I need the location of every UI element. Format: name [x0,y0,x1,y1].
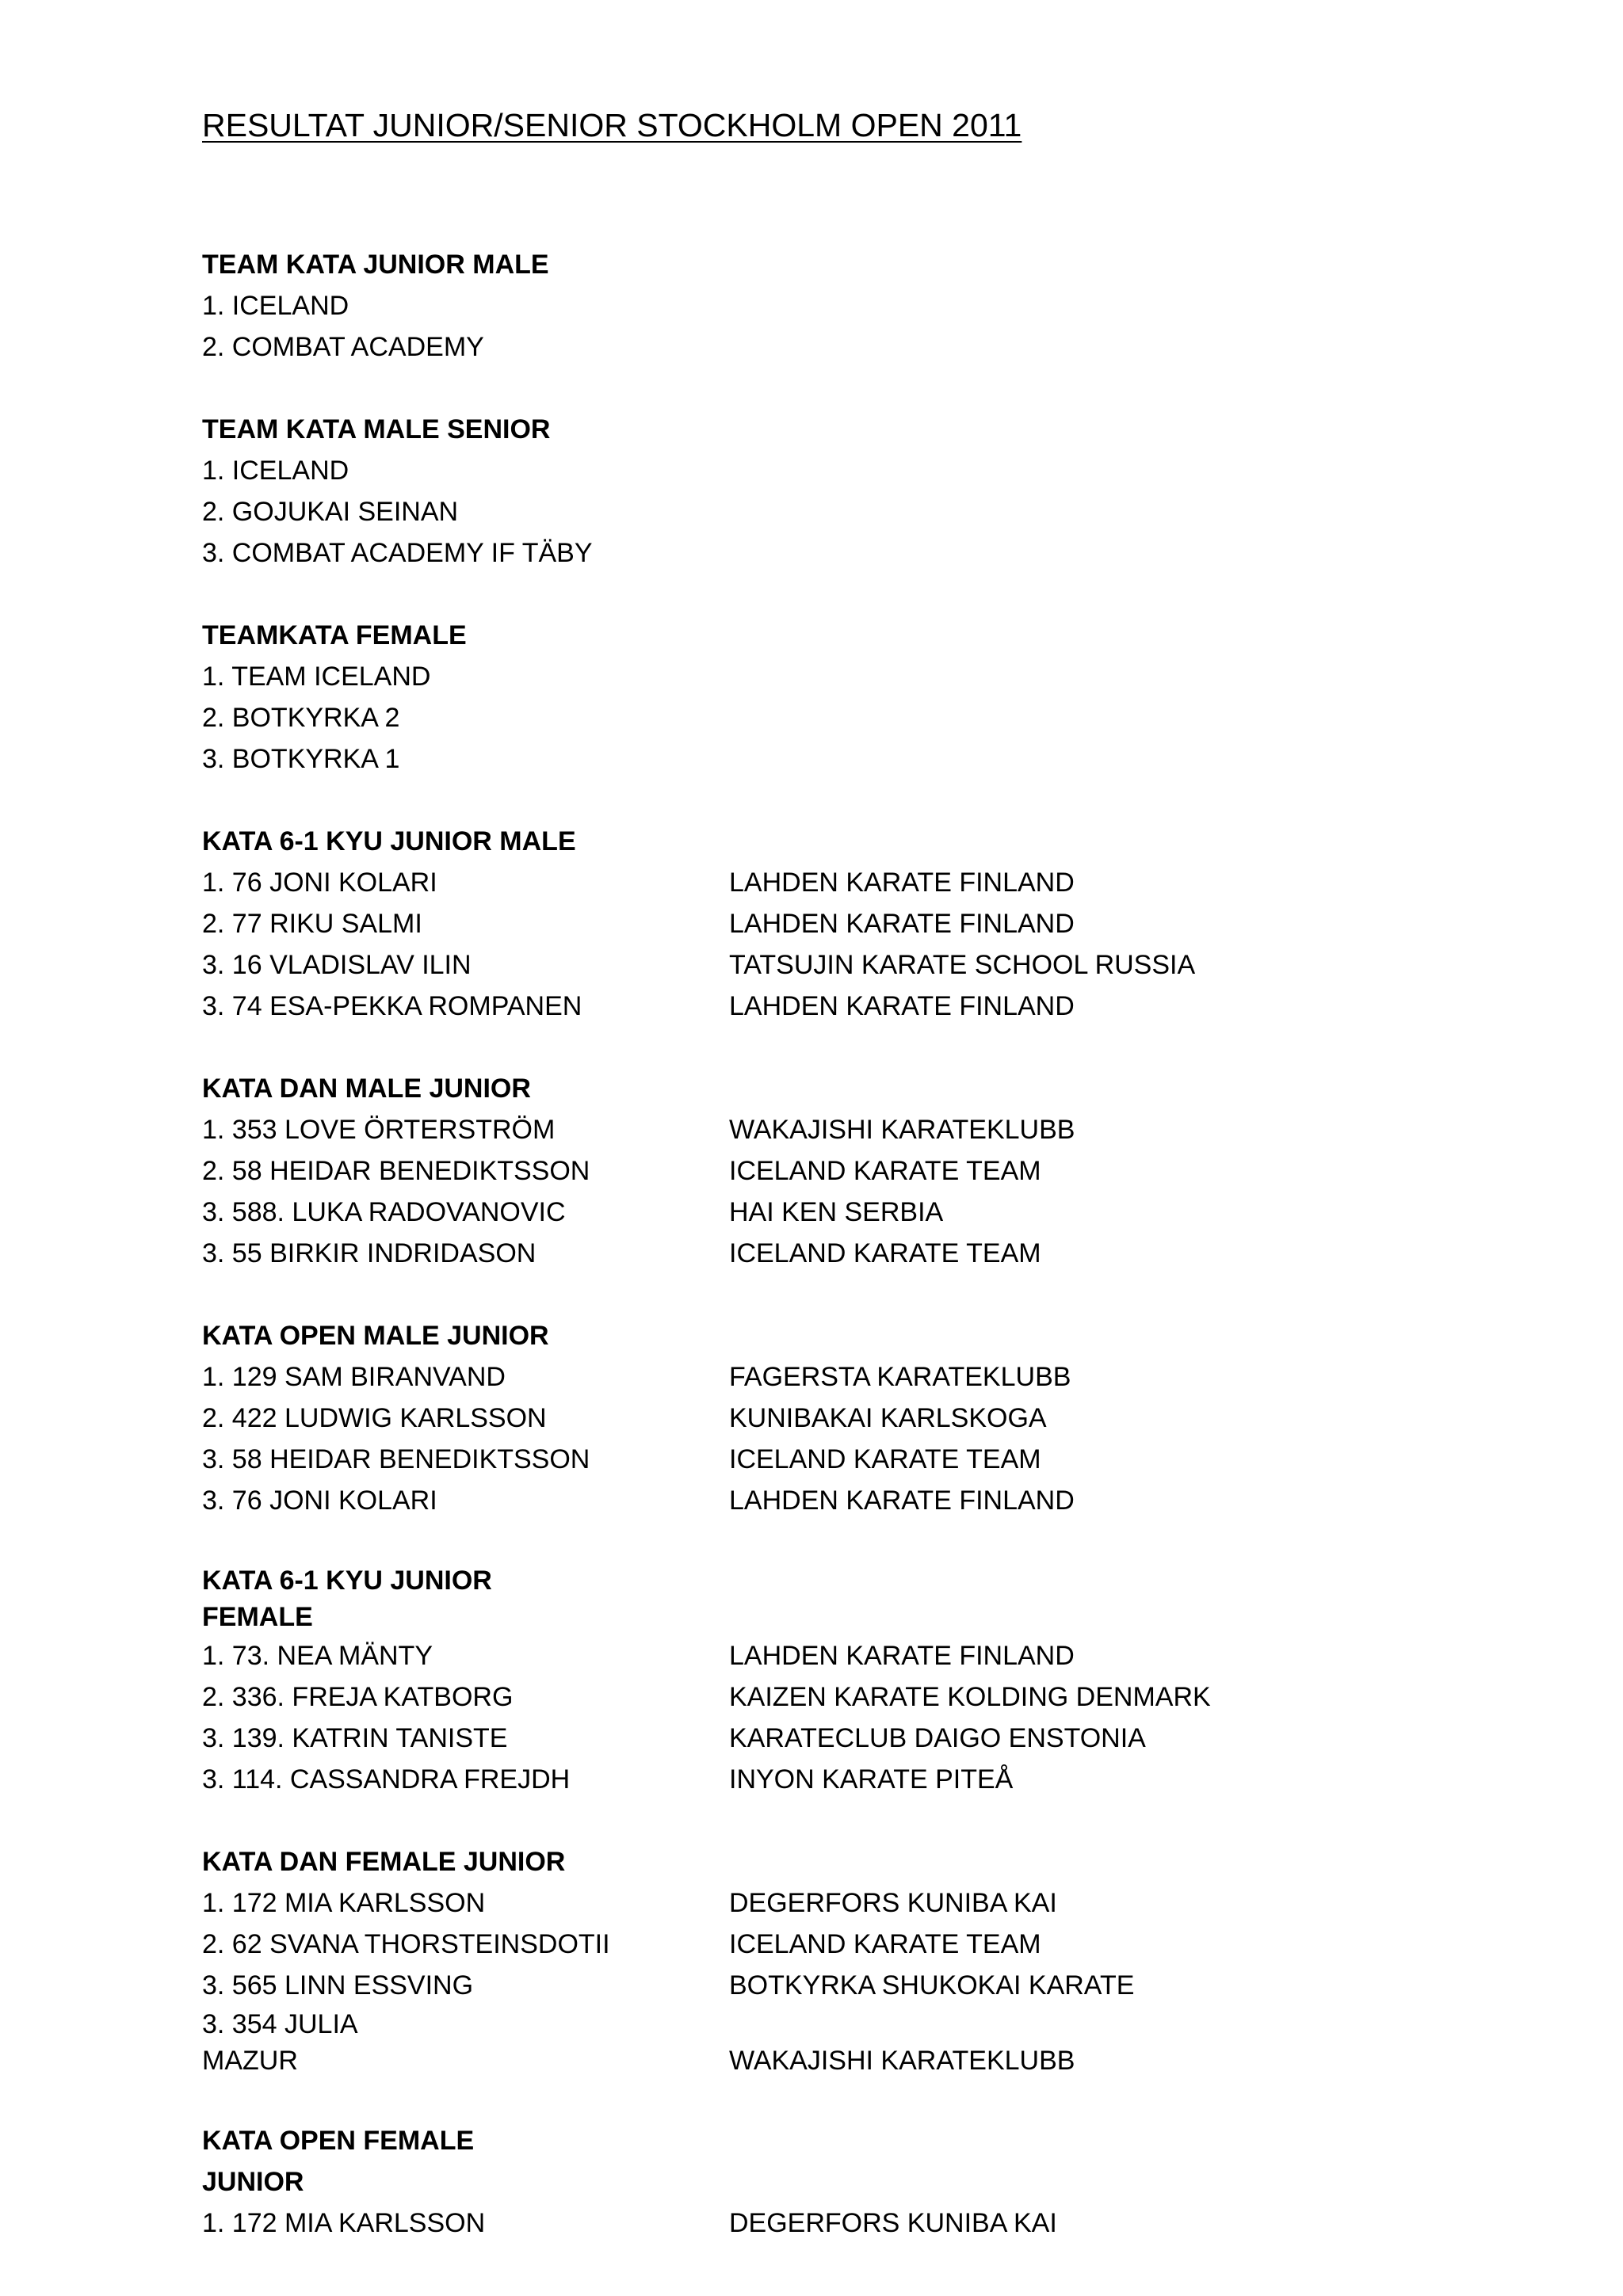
result-place: 3. 76 JONI KOLARI [202,1486,437,1516]
result-row [202,1759,1549,1800]
result-place: 2. 77 RIKU SALMI [202,909,422,939]
section-heading: KATA DAN MALE JUNIOR [202,1074,531,1104]
result-row [202,2006,1549,2079]
result-row [202,1635,1549,1676]
section-heading: TEAM KATA JUNIOR MALE [202,250,549,280]
result-place: 2. 58 HEIDAR BENEDIKTSSON [202,1156,590,1186]
section-team-kata-male-senior [202,409,1549,574]
section-kata-open-female-junior [202,2120,1549,2244]
result-row [202,1439,1549,1480]
result-place: 1. 172 MIA KARLSSON [202,2208,486,2238]
section-kata-dan-female-junior [202,1841,1549,2079]
section-heading: KATA OPEN MALE JUNIOR [202,1321,549,1351]
result-club: HAI KEN SERBIA [729,1197,944,1227]
result-row [202,738,1549,780]
result-row [202,1882,1549,1924]
result-row [202,2203,1549,2244]
result-row [202,1150,1549,1192]
result-row [202,1192,1549,1233]
result-club: KUNIBAKAI KARLSKOGA [729,1403,1047,1433]
result-place: 2. COMBAT ACADEMY [202,332,484,362]
result-club: ICELAND KARATE TEAM [729,1238,1041,1268]
result-place: 3. 565 LINN ESSVING [202,1970,474,2000]
result-place: 1. 172 MIA KARLSSON [202,1888,486,1918]
result-club: INYON KARATE PITEÅ [729,1764,1014,1794]
section-team-kata-junior-male [202,244,1549,368]
result-row [202,1233,1549,1274]
result-place: 1. 73. NEA MÄNTY [202,1641,433,1671]
section-teamkata-female [202,615,1549,780]
document-title: RESULTAT JUNIOR/SENIOR STOCKHOLM OPEN 2011 [202,107,1022,143]
result-row [202,944,1549,986]
result-place: 1. ICELAND [202,456,349,486]
result-place: 1. 76 JONI KOLARI [202,868,437,898]
result-club: DEGERFORS KUNIBA KAI [729,1888,1057,1918]
result-place: 2. 336. FREJA KATBORG [202,1682,514,1712]
section-heading: KATA OPEN FEMALE JUNIOR [202,2126,475,2197]
result-place: 3. BOTKYRKA 1 [202,744,400,774]
section-kata-6-1-kyu-junior-female [202,1562,1549,1800]
result-club: TATSUJIN KARATE SCHOOL RUSSIA [729,950,1196,980]
result-row [202,986,1549,1027]
result-place: 2. 422 LUDWIG KARLSSON [202,1403,547,1433]
result-place: 3. 74 ESA-PEKKA ROMPANEN [202,991,582,1021]
result-place: 3. 114. CASSANDRA FREJDH [202,1764,571,1794]
section-heading: KATA DAN FEMALE JUNIOR [202,1847,566,1877]
result-place: 3. 354 JULIA MAZUR [202,2009,357,2076]
result-club: DEGERFORS KUNIBA KAI [729,2208,1057,2238]
result-place: 2. 62 SVANA THORSTEINSDOTII [202,1929,610,1959]
result-place: 1. ICELAND [202,291,349,321]
result-club: KARATECLUB DAIGO ENSTONIA [729,1723,1146,1753]
result-club: WAKAJISHI KARATEKLUBB [729,1115,1075,1145]
result-row [202,491,1549,532]
result-club: LAHDEN KARATE FINLAND [729,1486,1075,1516]
section-kata-6-1-kyu-junior-male [202,821,1549,1027]
result-row [202,532,1549,574]
result-row [202,656,1549,697]
result-place: 3. 55 BIRKIR INDRIDASON [202,1238,537,1268]
result-place: 1. TEAM ICELAND [202,662,431,692]
result-club: LAHDEN KARATE FINLAND [729,909,1075,939]
result-row [202,903,1549,944]
result-place: 3. COMBAT ACADEMY IF TÄBY [202,538,593,568]
result-row [202,697,1549,738]
section-heading: KATA 6-1 KYU JUNIOR FEMALE [202,1566,492,1632]
result-row [202,1356,1549,1398]
result-row [202,1965,1549,2006]
result-club: BOTKYRKA SHUKOKAI KARATE [729,1970,1135,2000]
result-row [202,450,1549,491]
result-club: LAHDEN KARATE FINLAND [729,1641,1075,1671]
section-kata-dan-male-junior [202,1068,1549,1274]
result-club: FAGERSTA KARATEKLUBB [729,1362,1071,1392]
result-club: LAHDEN KARATE FINLAND [729,991,1075,1021]
section-kata-open-male-junior [202,1315,1549,1521]
result-row [202,285,1549,326]
result-place: 3. 139. KATRIN TANISTE [202,1723,508,1753]
result-club: WAKAJISHI KARATEKLUBB [729,2046,1075,2076]
result-place: 3. 16 VLADISLAV ILIN [202,950,472,980]
result-place: 3. 588. LUKA RADOVANOVIC [202,1197,566,1227]
section-heading: TEAM KATA MALE SENIOR [202,414,551,444]
result-row [202,1676,1549,1718]
result-place: 3. 58 HEIDAR BENEDIKTSSON [202,1444,590,1474]
result-club: ICELAND KARATE TEAM [729,1156,1041,1186]
result-club: ICELAND KARATE TEAM [729,1444,1041,1474]
result-club: ICELAND KARATE TEAM [729,1929,1041,1959]
result-club: KAIZEN KARATE KOLDING DENMARK [729,1682,1211,1712]
result-place: 1. 129 SAM BIRANVAND [202,1362,506,1392]
result-row [202,1718,1549,1759]
results-sections [202,244,1549,2285]
result-place: 2. BOTKYRKA 2 [202,703,400,733]
result-row [202,862,1549,903]
result-row [202,1109,1549,1150]
section-heading: TEAMKATA FEMALE [202,620,467,650]
section-heading: KATA 6-1 KYU JUNIOR MALE [202,826,576,856]
result-club: LAHDEN KARATE FINLAND [729,868,1075,898]
result-row [202,1398,1549,1439]
result-place: 1. 353 LOVE ÖRTERSTRÖM [202,1115,556,1145]
result-row [202,1924,1549,1965]
result-row [202,326,1549,368]
result-place: 2. GOJUKAI SEINAN [202,497,459,527]
result-row [202,1480,1549,1521]
